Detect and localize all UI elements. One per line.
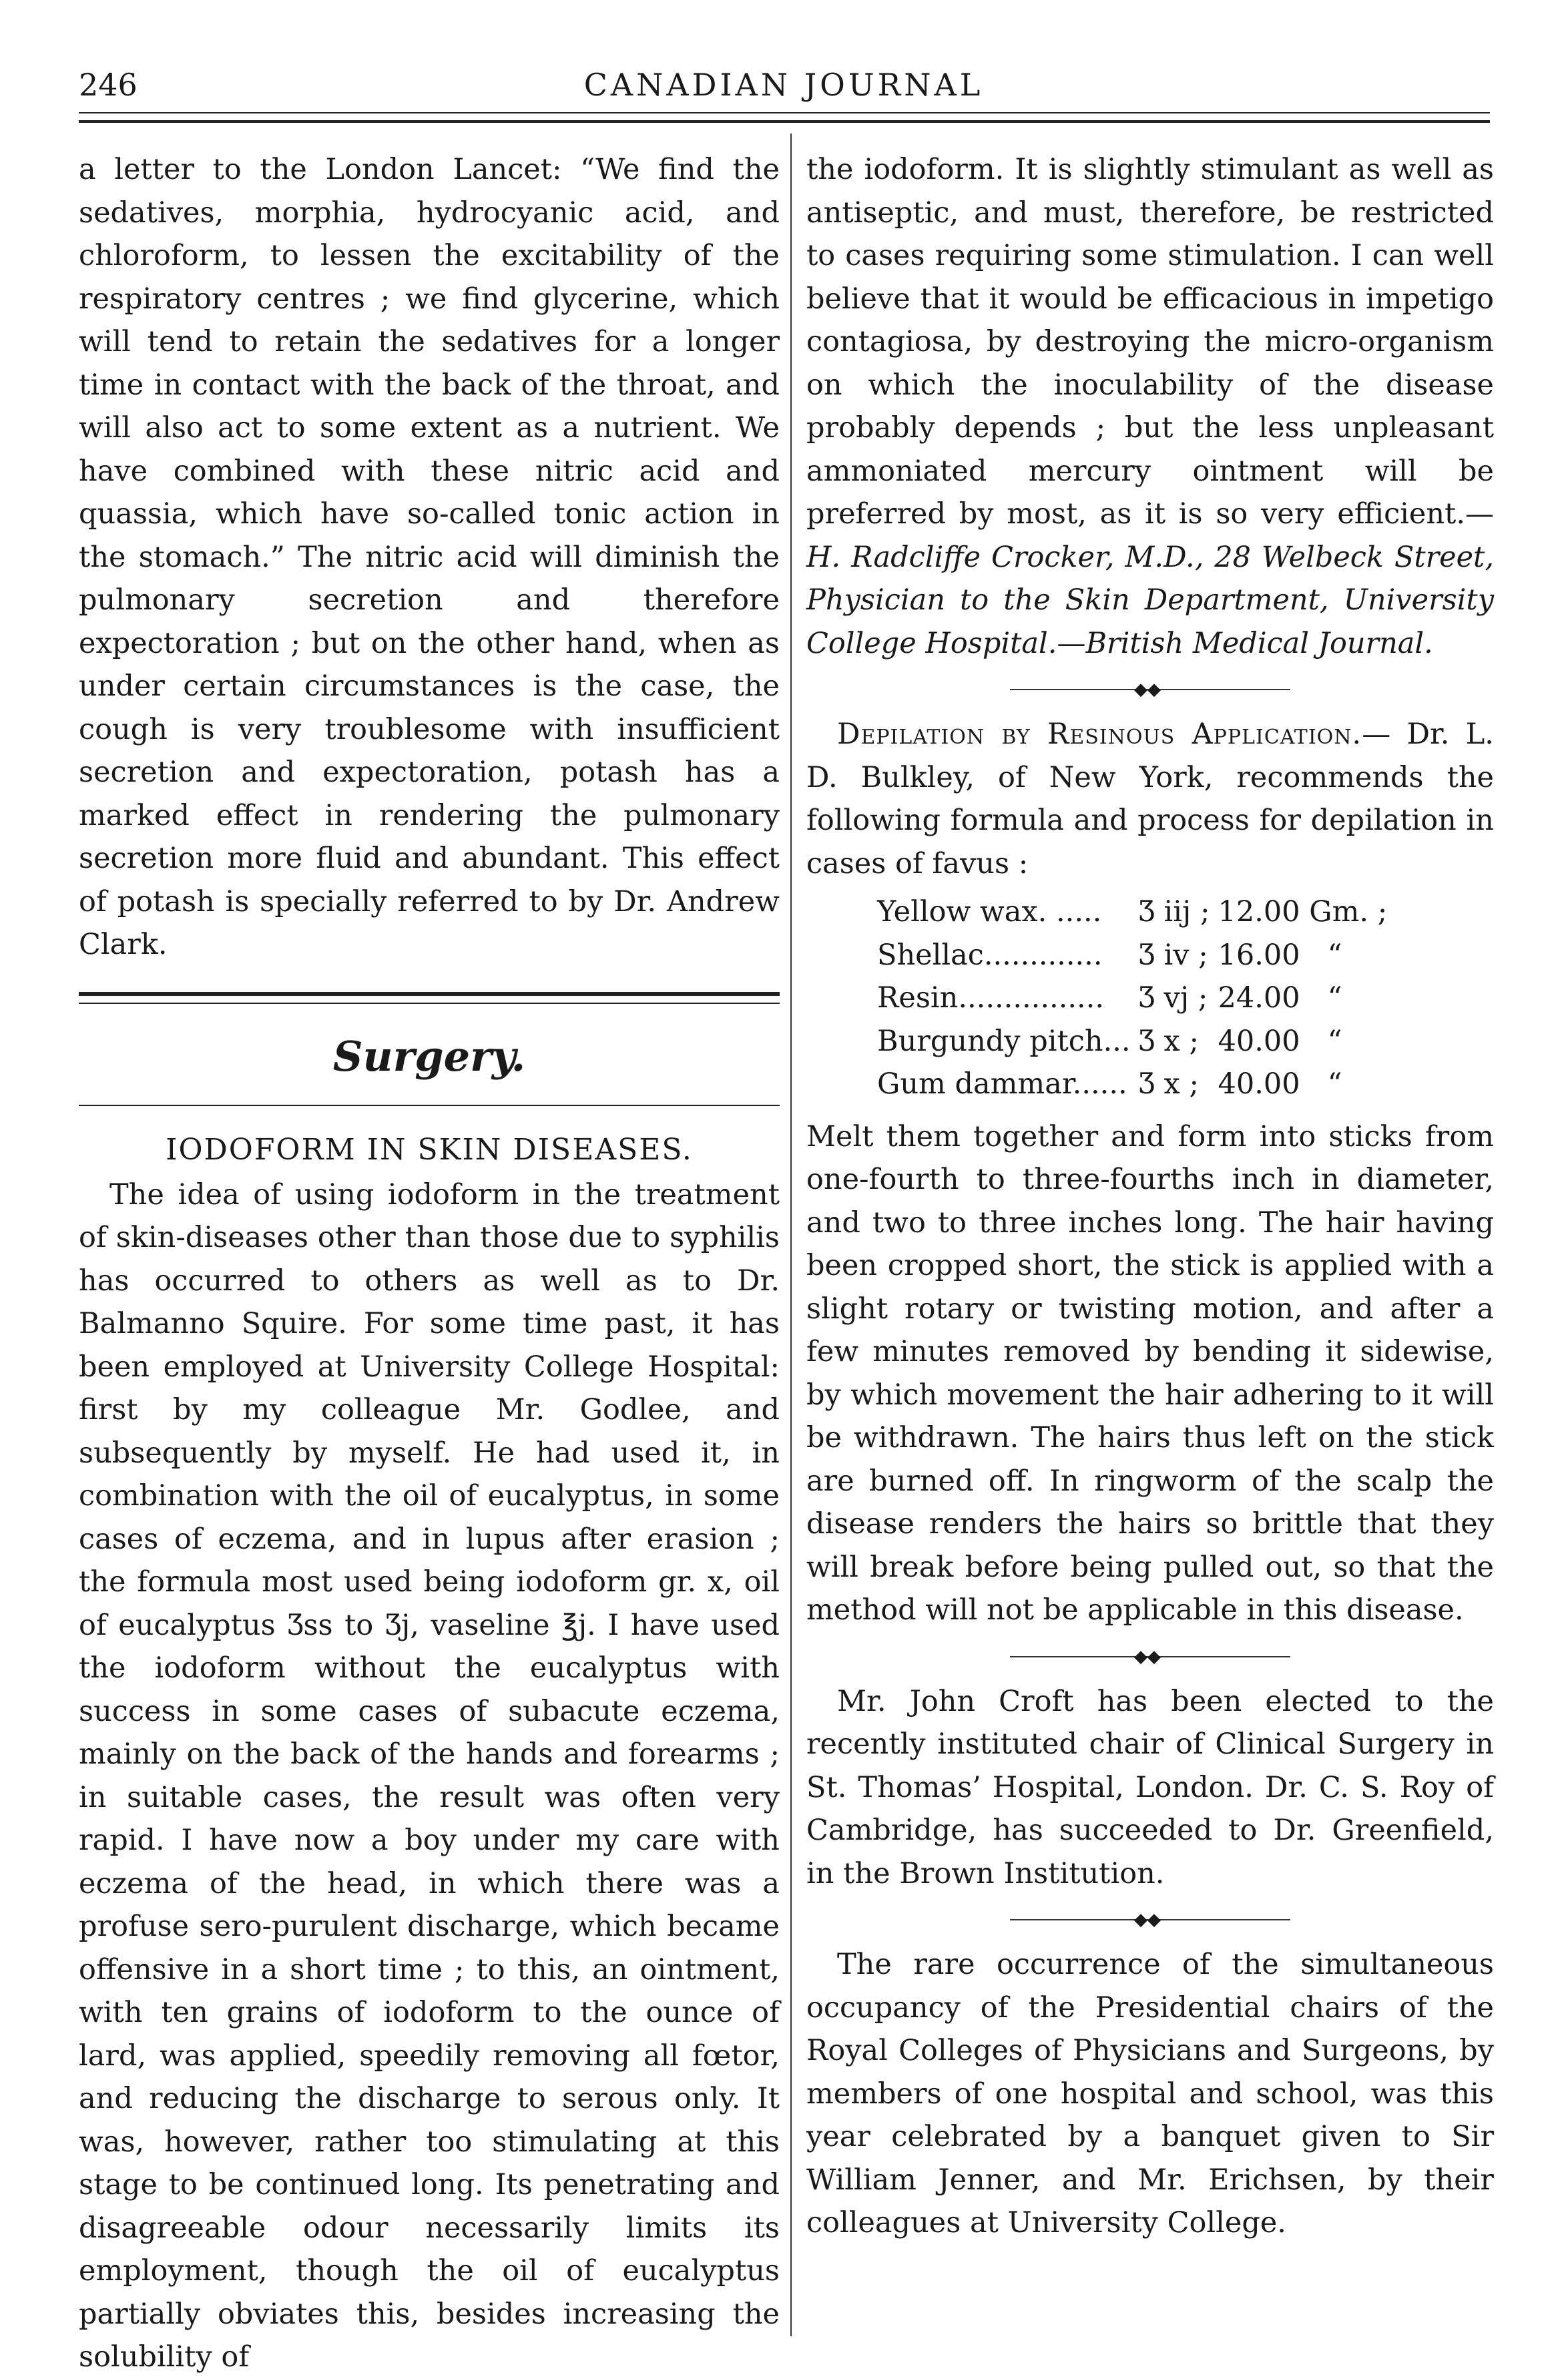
formula-ingredient: Shellac............. xyxy=(877,938,1103,972)
formula-ingredient: Gum dammar...... xyxy=(877,1067,1127,1101)
section-rule-thin xyxy=(79,1003,780,1004)
article-signature: —H. Radcliffe Crocker, M.D., 28 Welbeck Street, Physician to the Skin Department, University College Hospital.—British Medical Journal. xyxy=(806,497,1494,660)
depilation-formula-table xyxy=(873,890,1391,1106)
separator xyxy=(806,1632,1494,1680)
column-divider xyxy=(790,134,792,2336)
formula-dose: Ʒ vj ; xyxy=(1138,981,1208,1015)
right-column xyxy=(806,148,1494,2245)
iodoform-continued-text: the iodoform. It is slightly stimulant as well as antiseptic, and must, therefore, be restricted to cases requiring some stimulation. I can well believe that it would be efficacious in impetigo contagiosa, by destroying the micro-organism on which the inoculability of the disease probably depends ; but the less unpleasant ammoniated mercury ointment will be preferred by most, as it is so very efficient. xyxy=(806,153,1494,531)
separator-ornament-icon: ◆◆ xyxy=(1134,1646,1161,1667)
depilation-intro-paragraph xyxy=(806,713,1494,885)
formula-row xyxy=(873,934,1391,977)
article-title: IODOFORM IN SKIN DISEASES. xyxy=(166,1132,693,1167)
formula-metric: 24.00 “ xyxy=(1218,981,1342,1015)
separator-ornament-icon: ◆◆ xyxy=(1134,680,1161,700)
separator-ornament-icon: ◆◆ xyxy=(1134,1910,1161,1930)
formula-ingredient: Yellow wax. ..... xyxy=(877,895,1102,929)
formula-dose: Ʒ iv ; xyxy=(1138,938,1208,972)
croft-paragraph: Mr. John Croft has been elected to the recently instituted chair of Clinical Surgery in St. Thomas’ Hospital, London. Dr. C. S. Roy of Cambridge, has succeeded to Dr. Greenfield, in the Brown Institution. xyxy=(806,1684,1494,1890)
separator xyxy=(806,1895,1494,1943)
banquet-paragraph: The rare occurrence of the simultaneous occupancy of the Presidential chairs of the Royal Colleges of Physicians and Surgeons, by members of one hospital and school, was this year celebrated by a banquet given to Sir William Jenner, and Mr. Erichsen, by their colleagues at University College. xyxy=(806,1948,1494,2239)
formula-dose: Ʒ iij ; xyxy=(1138,895,1210,929)
formula-ingredient: Resin................ xyxy=(877,981,1105,1015)
left-column xyxy=(79,148,780,2379)
iodoform-paragraph-continued xyxy=(806,148,1494,665)
formula-metric: 16.00 “ xyxy=(1218,938,1342,972)
separator xyxy=(806,665,1494,713)
formula-dose: Ʒ x ; xyxy=(1138,1024,1199,1058)
header-rule-thick xyxy=(79,120,1490,123)
formula-row xyxy=(873,977,1391,1020)
formula-row xyxy=(873,890,1391,934)
formula-metric: 40.00 “ xyxy=(1218,1024,1342,1058)
formula-ingredient: Burgundy pitch... xyxy=(877,1024,1131,1058)
running-title: CANADIAN JOURNAL xyxy=(583,67,984,103)
formula-metric: 12.00 Gm. ; xyxy=(1218,895,1388,929)
header-rule-thin xyxy=(79,112,1490,113)
formula-dose: Ʒ x ; xyxy=(1138,1067,1199,1101)
section-heading: Surgery. xyxy=(332,1031,526,1081)
page-number: 246 xyxy=(79,67,138,103)
left-paragraph-continued: a letter to the London Lancet: “We find the sedatives, morphia, hydrocyanic acid, and chloroform, to lessen the excitability of the respiratory centres ; we find glycerine, which will tend to retain the sedatives for a longer time in contact with the back of the throat, and will also act to some extent as a nutrient. We have combined with these nitric acid and quassia, which have so-called tonic action in the stomach.” The nitric acid will diminish the pulmonary secretion and therefore expectoration ; but on the other hand, when as under certain circumstances is the case, the cough is very troublesome with insufficient secretion and expectoration, potash has a marked effect in rendering the pulmonary secretion more fluid and abundant. This effect of potash is specially referred to by Dr. Andrew Clark. xyxy=(79,153,780,961)
formula-row xyxy=(873,1063,1391,1106)
depilation-heading: Depilation by Resinous Application. xyxy=(837,718,1362,751)
formula-row xyxy=(873,1020,1391,1063)
depilation-body-paragraph: Melt them together and form into sticks from one-fourth to three-fourths inch in diameter, and two to three inches long. The hair having been cropped short, the stick is applied with a slight rotary or twisting motion, and after a few minutes removed by bending it sidewise, by which movement the hair adhering to it will be withdrawn. The hairs thus left on the stick are burned off. In ringworm of the scalp the disease renders the hairs so brittle that they will break before being pulled out, so that the method will not be applicable in this disease. xyxy=(806,1119,1494,1627)
depilation-intro: — Dr. L. D. Bulkley, of New York, recommends the following formula and process for depilation in cases of favus : xyxy=(806,718,1494,880)
section-rule-below xyxy=(79,1105,780,1106)
page-header xyxy=(79,67,1489,107)
section-rule-thick xyxy=(79,992,780,996)
iodoform-paragraph: The idea of using iodoform in the treatment of skin-diseases other than those due to syphilis has occurred to others as well as to Dr. Balmanno Squire. For some time past, it has been employed at University College Hospital: first by my colleague Mr. Godlee, and subsequently by myself. He had used it, in combination with the oil of eucalyptus, in some cases of eczema, and in lupus after erasion ; the formula most used being iodoform gr. x, oil of eucalyptus Ʒss to Ʒj, vaseline ℥j. I have used the iodoform without the eucalyptus with success in some cases of subacute eczema, mainly on the back of the hands and forearms ; in suitable cases, the result was often very rapid. I have now a boy under my care with eczema of the head, in which there was a profuse sero-purulent discharge, which became offensive in a short time ; to this, an ointment, with ten grains of iodoform to the ounce of lard, was applied, speedily removing all fœtor, and reducing the discharge to serous only. It was, however, rather too stimulating at this stage to be continued long. Its penetrating and disagreeable odour necessarily limits its employment, though the oil of eucalyptus partially obviates this, besides increasing the solubility of xyxy=(79,1177,780,2374)
formula-metric: 40.00 “ xyxy=(1218,1067,1342,1101)
